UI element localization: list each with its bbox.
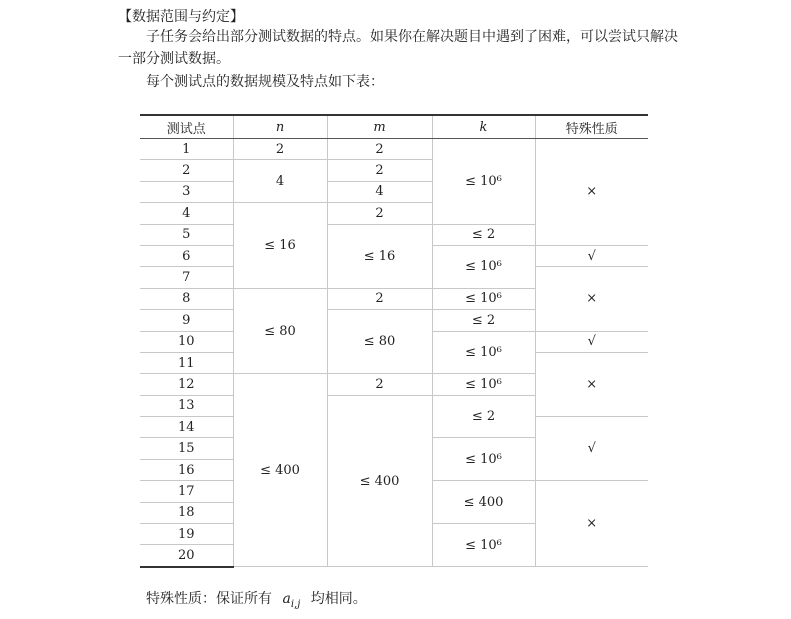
cell-m: 2 [327,288,432,309]
cell-case: 16 [140,459,233,480]
cell-n: ≤ 80 [233,288,327,374]
cell-case: 3 [140,181,233,202]
cell-n: ≤ 400 [233,374,327,567]
section-title: 【数据范围与约定】 [118,9,244,25]
cell-case: 17 [140,481,233,502]
cell-case: 4 [140,203,233,224]
cell-case: 6 [140,245,233,266]
cell-case: 5 [140,224,233,245]
cell-case: 12 [140,374,233,395]
cell-special: × [535,352,648,416]
cell-m: ≤ 80 [327,310,432,374]
cell-n: 4 [233,160,327,203]
note-variable [282,591,301,610]
table-row [140,139,648,160]
cell-k: ≤ 2 [432,310,535,331]
cell-k: ≤ 10⁶ [432,524,535,567]
header-m: m [327,115,432,139]
cell-special: √ [535,417,648,481]
note-variable-base: a [282,591,291,607]
cell-case: 20 [140,545,233,567]
cell-k: ≤ 10⁶ [432,245,535,288]
cell-case: 1 [140,139,233,160]
cell-special: × [535,267,648,331]
table-header-row [140,115,648,139]
cell-case: 11 [140,352,233,373]
cell-k: ≤ 10⁶ [432,331,535,374]
cell-k: ≤ 10⁶ [432,288,535,309]
cell-m: 2 [327,203,432,224]
cell-k: ≤ 10⁶ [432,139,535,225]
cell-case: 15 [140,438,233,459]
cell-special: √ [535,245,648,266]
cell-special: × [535,139,648,246]
cell-case: 8 [140,288,233,309]
cell-k: ≤ 2 [432,395,535,438]
note-variable-subscript: i,j [290,598,301,610]
intro-paragraph: 子任务会给出部分测试数据的特点。如果你在解决题目中遇到了困难，可以尝试只解决一部分测试数据。 [118,29,678,67]
data-range-table [140,114,648,568]
cell-case: 9 [140,310,233,331]
cell-k: ≤ 2 [432,224,535,245]
header-special: 特殊性质 [535,115,648,139]
cell-n: ≤ 16 [233,203,327,289]
cell-m: ≤ 400 [327,395,432,567]
cell-case: 7 [140,267,233,288]
header-k: k [432,115,535,139]
cell-case: 13 [140,395,233,416]
table-intro: 每个测试点的数据规模及特点如下表： [146,74,384,90]
cell-n: 2 [233,139,327,160]
cell-case: 2 [140,160,233,181]
note-suffix: 均相同。 [310,591,367,607]
cell-case: 14 [140,417,233,438]
cell-case: 19 [140,524,233,545]
cell-case: 18 [140,502,233,523]
cell-m: ≤ 16 [327,224,432,288]
cell-special: × [535,481,648,567]
cell-m: 2 [327,160,432,181]
note-prefix: 特殊性质：保证所有 [146,591,272,607]
cell-m: 2 [327,374,432,395]
cell-k: ≤ 10⁶ [432,438,535,481]
cell-case: 10 [140,331,233,352]
cell-k: ≤ 10⁶ [432,374,535,395]
cell-m: 2 [327,139,432,160]
header-n: n [233,115,327,139]
cell-k: ≤ 400 [432,481,535,524]
cell-m: 4 [327,181,432,202]
header-case: 测试点 [140,115,233,139]
special-property-note [146,588,367,610]
cell-special: √ [535,331,648,352]
